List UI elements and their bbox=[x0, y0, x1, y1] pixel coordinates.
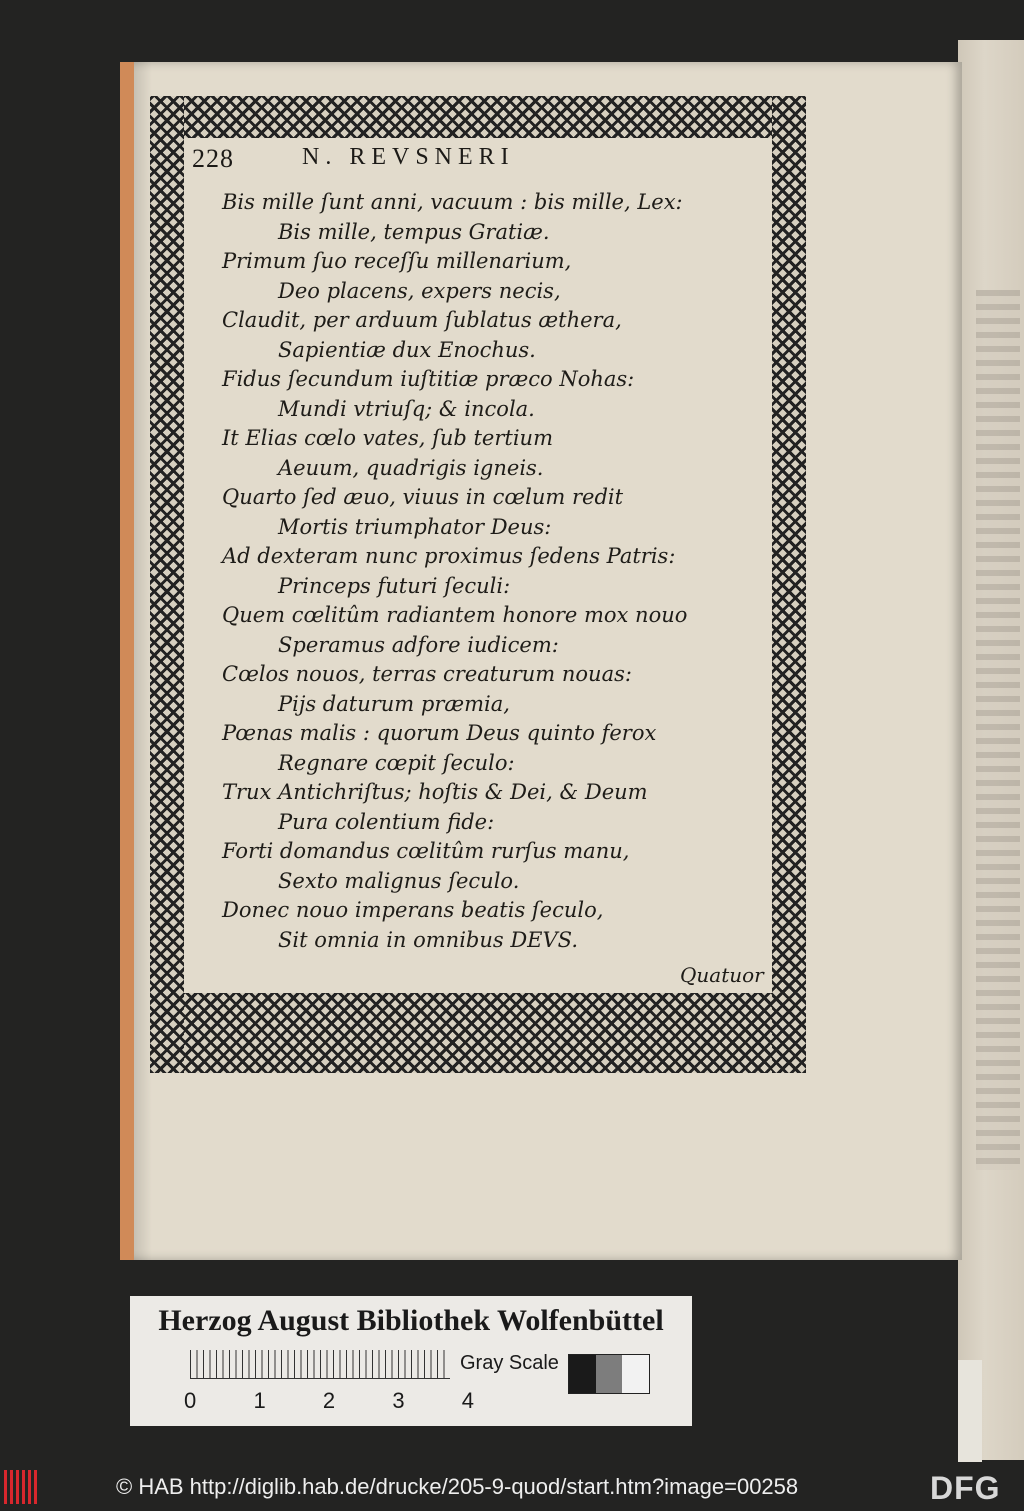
library-scale-card bbox=[130, 1296, 692, 1426]
poem-line: Bis mille ſunt anni, vacuum : bis mille, Lex: bbox=[222, 190, 683, 214]
scale-number: 2 bbox=[322, 1388, 336, 1413]
poem-line: Quarto ſed æuo, viuus in cœlum redit bbox=[222, 485, 624, 509]
facing-page-edge bbox=[958, 40, 1024, 1460]
dfg-logo: DFG bbox=[930, 1470, 1001, 1506]
poem-line: Ad dexteram nunc proximus ſedens Patris: bbox=[222, 544, 676, 568]
scale-number: 3 bbox=[392, 1388, 405, 1413]
footer-bar bbox=[0, 1462, 1024, 1511]
catchword: Quatuor bbox=[680, 963, 764, 987]
poem-line: Regnare cœpit ſeculo: bbox=[278, 750, 515, 775]
poem-line: Sexto malignus ſeculo. bbox=[278, 868, 520, 893]
gray-swatch bbox=[596, 1355, 623, 1393]
facing-page-label-tab bbox=[958, 1360, 982, 1470]
poem-line: Claudit, per arduum ſublatus æthera, bbox=[222, 308, 622, 332]
poem-line: Princeps futuri ſeculi: bbox=[278, 573, 511, 598]
poem-line: Bis mille, tempus Gratiæ. bbox=[278, 219, 550, 244]
page-header bbox=[192, 144, 768, 184]
poem-line: Fidus ſecundum iuſtitiæ præco Nohas: bbox=[222, 367, 635, 391]
gray-scale-label: Gray Scale bbox=[460, 1352, 559, 1374]
hab-logo-icon bbox=[4, 1470, 38, 1504]
poem-line: Pura colentium fide: bbox=[278, 809, 495, 834]
poem-text bbox=[222, 188, 782, 955]
ornamental-border-bottom bbox=[150, 993, 806, 1073]
ornamental-border-top bbox=[150, 96, 806, 138]
scale-numbers bbox=[184, 1388, 474, 1414]
poem-line: Deo placens, expers necis, bbox=[278, 278, 561, 303]
poem-line: Forti domandus cœlitûm rurſus manu, bbox=[222, 839, 630, 863]
poem-line: Mundi vtriuſq; & incola. bbox=[278, 396, 535, 421]
ornamental-border-left bbox=[150, 96, 184, 1073]
facing-page-ornament bbox=[976, 290, 1020, 1170]
scale-number: 0 bbox=[184, 1388, 197, 1413]
copyright-link[interactable]: © HAB http://diglib.hab.de/drucke/205-9-quod/start.htm?image=00258 bbox=[116, 1474, 799, 1499]
poem-line: Primum ſuo receſſu millenarium, bbox=[222, 249, 572, 273]
poem-line: Pœnas malis : quorum Deus quinto ferox bbox=[222, 721, 657, 745]
poem-line: Trux Antichriſtus; hoſtis & Dei, & Deum bbox=[222, 780, 648, 804]
scale-number: 1 bbox=[253, 1388, 266, 1413]
poem-line: Speramus adfore iudicem: bbox=[278, 632, 559, 657]
gray-swatch bbox=[622, 1355, 649, 1393]
poem-line: Donec nouo imperans beatis ſeculo, bbox=[222, 898, 604, 922]
poem-line: Aeuum, quadrigis igneis. bbox=[278, 455, 544, 480]
poem-line: It Elias cœlo vates, ſub tertium bbox=[222, 426, 553, 450]
poem-line: Mortis triumphator Deus: bbox=[278, 514, 552, 539]
gray-scale-swatches bbox=[568, 1354, 650, 1394]
running-head: N. REVSNERI bbox=[302, 144, 515, 170]
library-name: Herzog August Bibliothek Wolfenbüttel bbox=[158, 1304, 664, 1337]
poem-line: Sapientiæ dux Enochus. bbox=[278, 337, 536, 362]
poem-line: Quem cœlitûm radiantem honore mox nouo bbox=[222, 603, 688, 627]
poem-line: Pijs daturum præmia, bbox=[278, 691, 510, 716]
page-number: 228 bbox=[192, 144, 234, 173]
poem-line: Cœlos nouos, terras creaturum nouas: bbox=[222, 662, 632, 686]
gray-swatch bbox=[569, 1355, 596, 1393]
poem-line: Sit omnia in omnibus DEVS. bbox=[278, 927, 578, 952]
scale-ruler bbox=[190, 1350, 450, 1379]
scale-number: 4 bbox=[461, 1388, 474, 1413]
